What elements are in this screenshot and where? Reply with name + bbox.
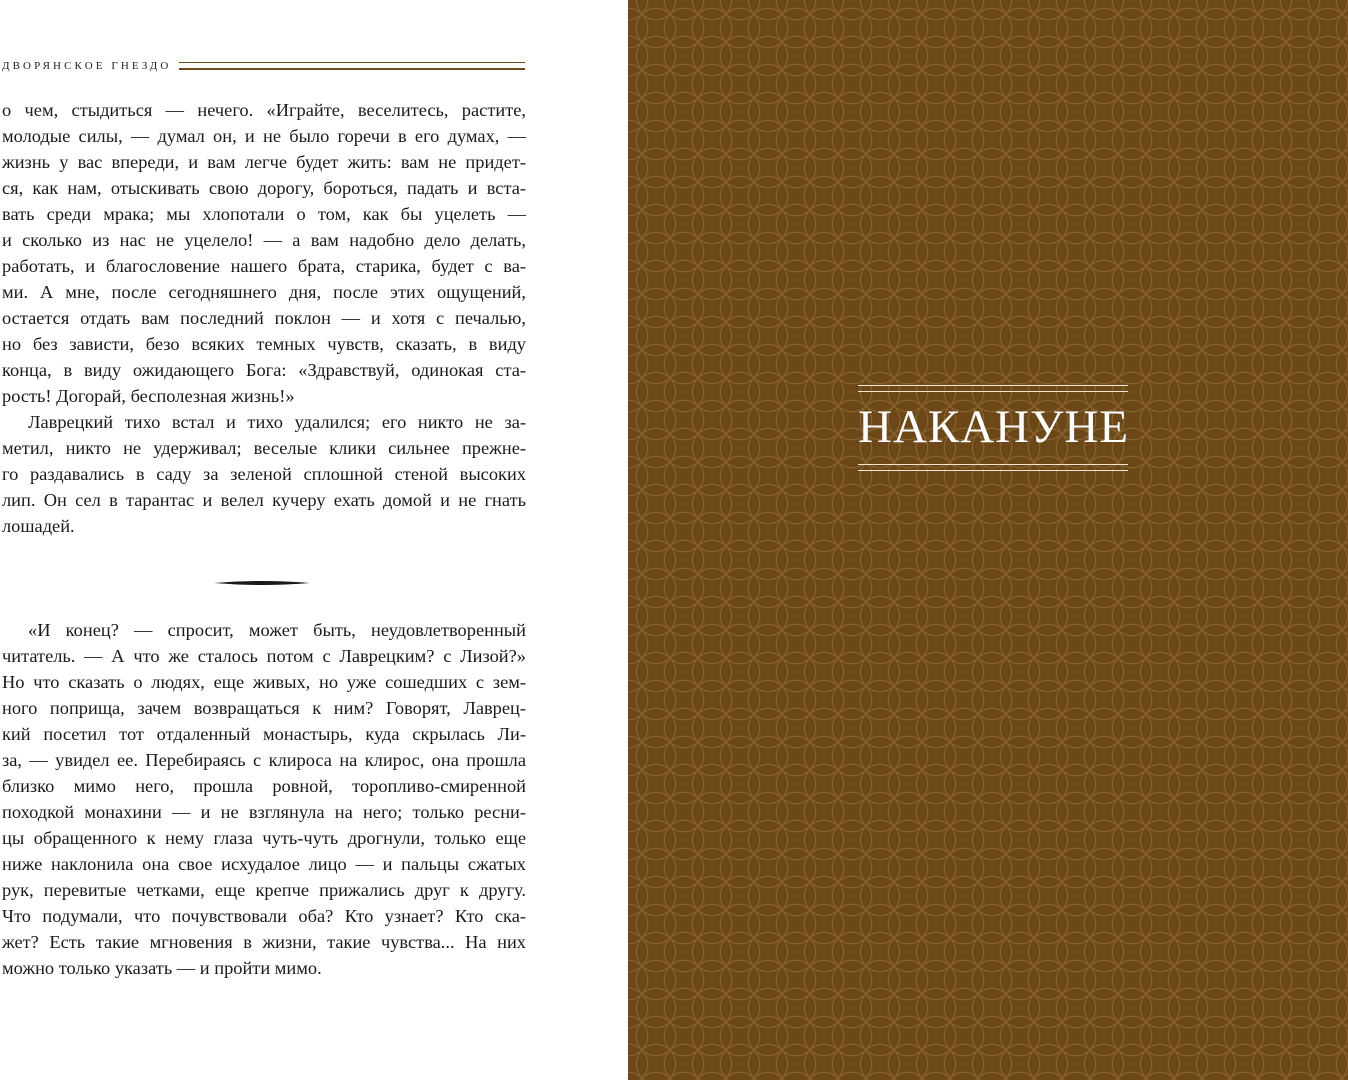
circle-lattice-pattern: [628, 0, 1348, 1080]
text-line: жет? Есть такие мгновения в жизни, такие чувства... На них: [2, 932, 526, 952]
text-line: походкой монахини — и не взглянула на него; только ресни-: [2, 802, 526, 822]
text-line: молодые силы, — думал он, и не было горечи в его думах, —: [2, 126, 526, 146]
text-line: ми. А мне, после сегодняшнего дня, после этих ощущений,: [2, 282, 526, 302]
text-line: о чем, стыдиться — нечего. «Играйте, веселитесь, растите,: [2, 100, 526, 120]
text-block-before-break: [2, 97, 526, 539]
text-line: ного поприща, зачем возвращаться к ним? Говорят, Лаврец-: [2, 698, 526, 718]
text-line: Но что сказать о людях, еще живых, но уже сошедших с зем-: [2, 672, 526, 692]
text-line: читатель. — А что же сталось потом с Лаврецким? с Лизой?»: [2, 646, 526, 666]
left-page: [0, 0, 628, 1080]
text-line: остается отдать вам последний поклон — и хотя с печалью,: [2, 308, 526, 328]
text-line: рук, перевитые четками, еще крепче прижались друг к другу.: [2, 880, 526, 900]
text-line: Что подумали, что почувствовали оба? Кто узнает? Кто ска-: [2, 906, 526, 926]
chapter-title: НАКАНУНЕ: [858, 401, 1130, 453]
text-line: кий посетил тот отдаленный монастырь, куда скрылась Ли-: [2, 724, 526, 744]
text-line: лошадей.: [2, 516, 75, 536]
text-line: Лаврецкий тихо встал и тихо удалился; его никто не за-: [28, 412, 526, 432]
text-line: жизнь у вас впереди, и вам легче будет жить: вам не придет-: [2, 152, 526, 172]
text-line: лип. Он сел в тарантас и велел кучеру ехать домой и не гнать: [2, 490, 526, 510]
chapter-title-page: [628, 0, 1348, 1080]
chapter-title-frame: [858, 385, 1128, 471]
title-rule-bottom: [858, 464, 1128, 471]
text-line: метил, никто не удерживал; веселые клики сильнее прежне-: [2, 438, 526, 458]
text-line: конца, в виду ожидающего Бога: «Здравствуй, одинокая ста-: [2, 360, 526, 380]
text-block-after-break: [2, 617, 526, 981]
section-break-ornament: [214, 580, 310, 586]
text-line: работать, и благословение нашего брата, старика, будет с ва-: [2, 256, 526, 276]
text-line: можно только указать — и пройти мимо.: [2, 958, 322, 978]
text-line: рость! Догорай, бесполезная жизнь!»: [2, 386, 295, 406]
text-line: и сколько из нас не уцелело! — а вам надобно дело делать,: [2, 230, 526, 250]
text-line: близко мимо него, прошла ровной, торопливо-смиренной: [2, 776, 526, 796]
text-line: ниже наклонила она свое исхудалое лицо — и пальцы сжатых: [2, 854, 526, 874]
running-header-title: ДВОРЯНСКОЕ ГНЕЗДО: [2, 60, 172, 72]
text-line: но без зависти, безо всяких темных чувств, сказать, в виду: [2, 334, 526, 354]
text-line: вать среди мрака; мы хлопотали о том, как бы уцелеть —: [2, 204, 526, 224]
running-header: [2, 56, 525, 76]
text-line: цы обращенного к нему глаза чуть-чуть дрогнули, только еще: [2, 828, 526, 848]
header-rule: [179, 62, 525, 70]
title-rule-top: [858, 385, 1128, 392]
text-line: го раздавались в саду за зеленой сплошной стеной высоких: [2, 464, 526, 484]
text-line: ся, как нам, отыскивать свою дорогу, бороться, падать и вста-: [2, 178, 526, 198]
text-line: «И конец? — спросит, может быть, неудовлетворенный: [28, 620, 526, 640]
text-line: за, — увидел ее. Перебираясь с клироса на клирос, она прошла: [2, 750, 526, 770]
